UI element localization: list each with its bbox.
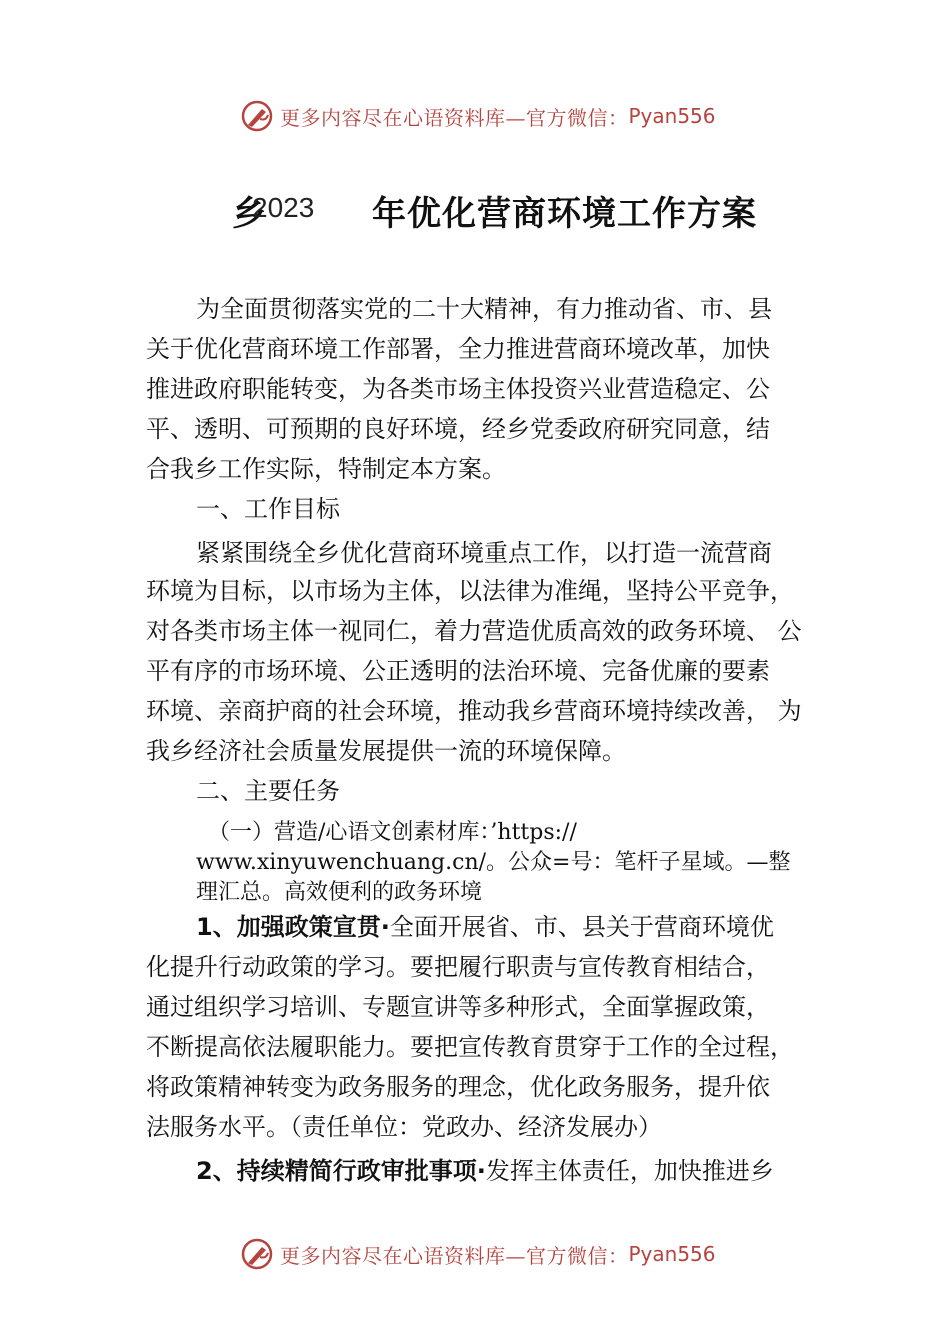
paragraph-line: 平有序的市场环境、公正透明的法治环境、完备优廉的要素: [146, 657, 770, 685]
title-prefix: 乡: [232, 194, 252, 234]
paragraph-line: 关于优化营商环境工作部署，全力推进营商环境改革，加快: [146, 335, 770, 363]
item-2-text: 发挥主体责任，加快推进乡: [485, 1157, 774, 1185]
item-1-text: 全面开展省、市、县关于营商环境优: [389, 913, 774, 941]
watermark-text: 更多内容尽在心语资料库—官方微信：: [280, 105, 629, 130]
subsection-heading-line: www.xinyuwenchuang.cn/。公众=号：笔杆子星域。—整: [196, 850, 791, 875]
watermark-wechat-id: Pyan556: [628, 1242, 716, 1266]
subsection-heading-line: （一）营造/心语文创素材库：’https://: [208, 820, 577, 845]
paragraph-line: 将政策精神转变为政务服务的理念，优化政务服务，提升依: [146, 1073, 770, 1101]
section-heading: 一、工作目标: [196, 495, 340, 523]
section-heading: 二、主要任务: [196, 777, 340, 805]
document-title: [0, 186, 950, 236]
watermark-bottom: [240, 1234, 716, 1274]
item-2-heading: 2、持续精简行政审批事项·: [196, 1157, 486, 1185]
pen-logo-icon: [240, 99, 274, 133]
paragraph-line: 平、透明、可预期的良好环境，经乡党委政府研究同意，结: [146, 415, 770, 443]
paragraph-line: 为全面贯彻落实党的二十大精神，有力推动省、市、县: [196, 295, 772, 323]
item-2-first-line: [196, 1156, 774, 1186]
title-main: 年优化营商环境工作方案: [372, 194, 757, 234]
paragraph-line: 紧紧围绕全乡优化营商环境重点工作，以打造一流营商: [196, 539, 772, 567]
item-1-heading: 1、加强政策宣贯·: [196, 913, 390, 941]
paragraph-line: 化提升行动政策的学习。要把履行职责与宣传教育相结合，: [146, 953, 770, 981]
paragraph-line: 环境为目标，以市场为主体，以法律为准绳，坚持公平竞争，: [146, 577, 794, 605]
paragraph-line: 不断提高依法履职能力。要把宣传教育贯穿于工作的全过程，: [146, 1033, 794, 1061]
watermark-top: [240, 96, 716, 136]
paragraph-line: 环境、亲商护商的社会环境，推动我乡营商环境持续改善， 为: [146, 697, 802, 725]
paragraph-line: 法服务水平。（责任单位：党政办、经济发展办）: [146, 1113, 662, 1141]
paragraph-line: 通过组织学习培训、专题宣讲等多种形式，全面掌握政策，: [146, 993, 770, 1021]
watermark-text: 更多内容尽在心语资料库—官方微信：: [280, 1243, 629, 1268]
paragraph-line: 对各类市场主体一视同仁，着力营造优质高效的政务环境、 公: [146, 617, 802, 645]
title-year: 2023: [252, 192, 315, 223]
paragraph-line: 合我乡工作实际，特制定本方案。: [146, 455, 506, 483]
paragraph-line: 我乡经济社会质量发展提供一流的环境保障。: [146, 737, 626, 765]
subsection-heading-line: 理汇总。高效便利的政务环境: [196, 880, 483, 905]
paragraph-line: 推进政府职能转变，为各类市场主体投资兴业营造稳定、公: [146, 375, 770, 403]
pen-logo-icon: [240, 1237, 274, 1271]
watermark-wechat-id: Pyan556: [628, 104, 716, 128]
item-1-first-line: [196, 912, 774, 942]
